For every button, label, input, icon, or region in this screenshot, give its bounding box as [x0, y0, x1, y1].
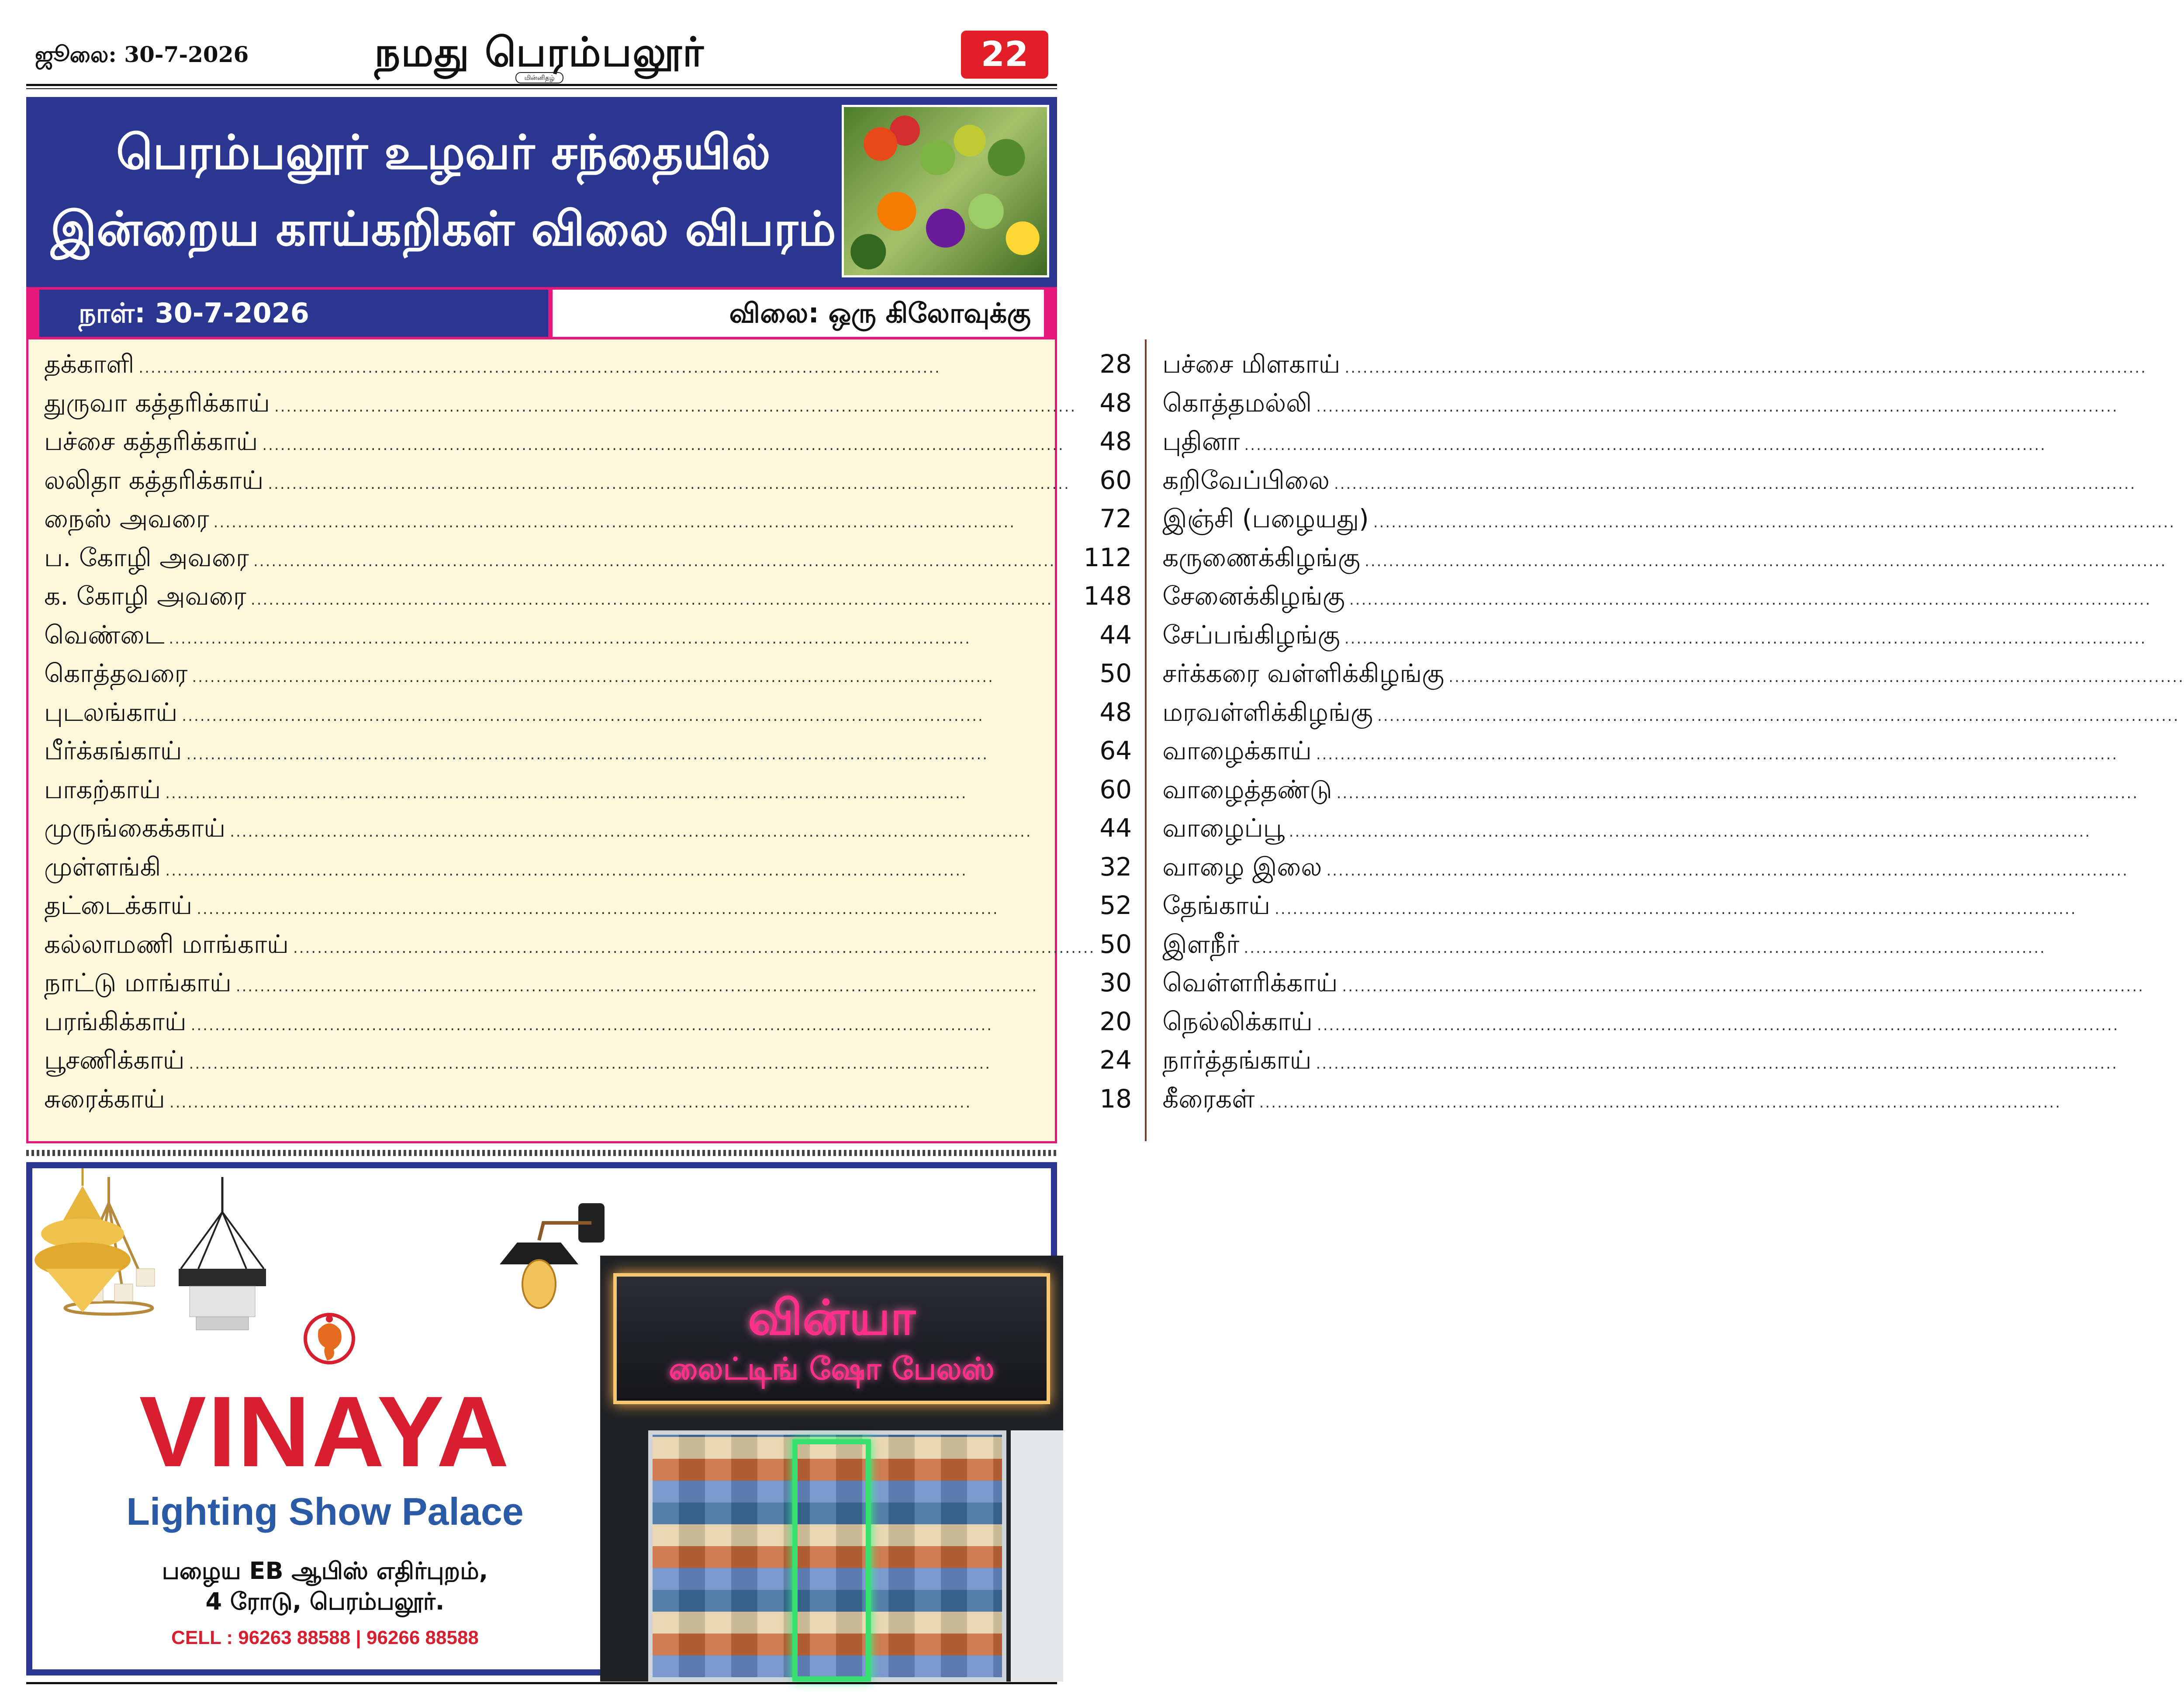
- vegetable-name: நைஸ் அவரை: [44, 504, 209, 533]
- price-row: [1162, 968, 2184, 1007]
- dot-leader: [169, 1094, 1095, 1111]
- price-row: [1162, 1045, 2184, 1084]
- price-row: [44, 890, 1132, 929]
- price-row: [44, 581, 1132, 620]
- price-row: [1162, 736, 2184, 775]
- vegetable-price: 44: [1099, 620, 1132, 650]
- price-unit: விலை: ஒரு கிலோவுக்கு: [553, 290, 1044, 337]
- dot-leader: [1345, 359, 2184, 377]
- price-row: [44, 465, 1132, 504]
- price-row: [44, 813, 1132, 852]
- dot-leader: [1334, 475, 2184, 493]
- vegetable-price: 50: [1099, 929, 1132, 959]
- vegetable-price: 48: [1099, 388, 1132, 418]
- vegetable-name: வெண்டை: [44, 620, 165, 650]
- storefront-photo: [600, 1256, 1063, 1682]
- page-number-badge: 22: [961, 31, 1048, 79]
- dot-leader: [1317, 1017, 2184, 1034]
- price-row: [44, 1045, 1132, 1084]
- vegetable-name: பாகற்காய்: [44, 774, 161, 804]
- price-row: [44, 388, 1132, 427]
- price-row: [44, 620, 1132, 659]
- date-strip: [26, 287, 1057, 339]
- price-row: [1162, 1007, 2184, 1045]
- vegetable-price: 18: [1099, 1083, 1132, 1114]
- price-row: [44, 349, 1132, 388]
- dot-leader: [182, 707, 1095, 725]
- sign-line-1: வின்யா: [748, 1290, 916, 1346]
- dot-leader: [187, 746, 1095, 763]
- vegetable-name: பூசணிக்காய்: [44, 1045, 185, 1075]
- vegetable-price: 20: [1099, 1006, 1132, 1036]
- price-row: [44, 968, 1132, 1007]
- dot-leader: [268, 475, 1095, 493]
- price-row: [1162, 890, 2184, 929]
- vegetable-name: நெல்லிக்காய்: [1162, 1006, 1313, 1036]
- dot-leader: [1337, 785, 2184, 802]
- price-row: [44, 697, 1132, 736]
- vegetable-name: சுரைக்காய்: [44, 1083, 165, 1114]
- vegetable-name: மரவள்ளிக்கிழங்கு: [1162, 697, 1373, 727]
- vegetables-photo: [842, 105, 1049, 277]
- price-row: [1162, 929, 2184, 968]
- shop-signboard: [613, 1273, 1050, 1404]
- vegetable-price: 112: [1083, 542, 1132, 572]
- dot-leader: [1377, 707, 2184, 725]
- dot-leader: [293, 939, 1095, 957]
- price-row: [1162, 658, 2184, 697]
- dot-leader: [1289, 823, 2184, 841]
- vegetable-price: 64: [1099, 736, 1132, 765]
- vegetable-name: புடலங்காய்: [44, 697, 178, 727]
- dot-leader: [165, 785, 1095, 802]
- dot-leader: [1326, 862, 2184, 879]
- dot-leader: [262, 436, 1095, 454]
- dot-leader: [251, 591, 1079, 609]
- vegetable-name: பீர்க்கங்காய்: [44, 736, 182, 765]
- address-line-1: பழைய EB ஆபிஸ் எதிர்புறம்,: [162, 1557, 488, 1585]
- gold-chandelier-icon: [32, 1168, 133, 1321]
- vegetable-name: துருவா கத்தரிக்காய்: [44, 388, 270, 418]
- vegetable-name: தட்டைக்காய்: [44, 890, 193, 920]
- dot-leader: [274, 398, 1095, 415]
- price-row: [1162, 388, 2184, 427]
- dot-leader: [1448, 668, 2184, 686]
- vegetable-price: 48: [1099, 426, 1132, 456]
- brand-name: VINAYA: [139, 1375, 511, 1488]
- vegetable-price: 60: [1099, 774, 1132, 804]
- price-row: [44, 1084, 1132, 1123]
- dot-leader: [236, 978, 1095, 995]
- vegetable-name: வெள்ளரிக்காய்: [1162, 968, 1338, 997]
- vegetable-price: 60: [1099, 465, 1132, 495]
- dot-leader: [189, 1055, 1095, 1073]
- vegetable-name: புதினா: [1162, 426, 1240, 456]
- vegetable-price: 30: [1099, 968, 1132, 997]
- price-row: [1162, 852, 2184, 891]
- advertisement: [26, 1162, 1057, 1675]
- wall-lamp-icon: [491, 1199, 609, 1312]
- vegetable-name: கொத்தவரை: [44, 658, 188, 688]
- vegetable-name: தக்காளி: [44, 349, 135, 379]
- vegetable-name: நார்த்தங்காய்: [1162, 1045, 1312, 1075]
- masthead-rule-thin: [26, 88, 1057, 89]
- footer-rule: [26, 1682, 1057, 1684]
- market-date: நாள்: 30-7-2026: [39, 290, 548, 337]
- brand-tagline: Lighting Show Palace: [126, 1490, 524, 1533]
- price-row: [1162, 697, 2184, 736]
- vegetable-name: பரங்கிக்காய்: [44, 1006, 187, 1036]
- price-row: [44, 658, 1132, 697]
- price-row: [44, 543, 1132, 582]
- address-line-2: 4 ரோடு, பெரம்பலூர்.: [205, 1588, 445, 1615]
- newspaper-subtitle: மின்னிதழ்: [515, 72, 563, 83]
- dot-leader: [1344, 630, 2184, 647]
- vegetable-price: 32: [1099, 852, 1132, 882]
- vegetable-name: வாழைத்தண்டு: [1162, 774, 1332, 804]
- dot-leader: [1244, 436, 2184, 454]
- headline: [39, 114, 847, 267]
- dot-leader: [165, 862, 1095, 879]
- dot-leader: [191, 1017, 1095, 1034]
- vegetable-name: கருணைக்கிழங்கு: [1162, 542, 1361, 572]
- price-row: [1162, 465, 2184, 504]
- price-row: [1162, 426, 2184, 465]
- masthead: [26, 17, 1057, 94]
- vegetable-price: 148: [1083, 581, 1132, 611]
- price-row: [1162, 620, 2184, 659]
- vegetable-price: 72: [1099, 504, 1132, 533]
- dot-leader: [1244, 939, 2184, 957]
- dot-leader: [169, 630, 1095, 647]
- vegetable-name: பச்சை மிளகாய்: [1162, 349, 1341, 379]
- vegetable-name: தேங்காய்: [1162, 890, 1271, 920]
- shop-side-wall: [1011, 1430, 1063, 1682]
- headline-line-2: இன்றைய காய்கறிகள் விலை விபரம்: [50, 202, 836, 256]
- vegetable-name: கறிவேப்பிலை: [1162, 465, 1330, 495]
- vegetable-name: இளநீர்: [1162, 929, 1240, 959]
- vegetable-price: 44: [1099, 813, 1132, 843]
- price-row: [44, 736, 1132, 775]
- price-table: [26, 339, 1444, 1143]
- dot-leader: [1259, 1094, 2184, 1111]
- crystal-chandelier-icon: [172, 1177, 273, 1334]
- vegetable-name: நாட்டு மாங்காய்: [44, 968, 232, 997]
- vegetable-price: 28: [1099, 349, 1132, 379]
- vegetable-name: லலிதா கத்தரிக்காய்: [44, 465, 264, 495]
- price-row: [44, 426, 1132, 465]
- vegetable-name: முள்ளங்கி: [44, 852, 161, 882]
- headline-line-1: பெரம்பலூர் உழவர் சந்தையில்: [116, 125, 771, 180]
- dot-leader: [214, 514, 1095, 531]
- dot-leader: [253, 553, 1079, 570]
- price-row: [1162, 813, 2184, 852]
- dot-leader: [192, 668, 1095, 686]
- masthead-rule: [26, 84, 1057, 86]
- dot-leader: [1349, 591, 2184, 609]
- section-divider: [26, 1150, 1057, 1156]
- phone-numbers: CELL : 96263 88588 | 96266 88588: [171, 1627, 479, 1648]
- vegetable-name: க. கோழி அவரை: [44, 581, 246, 611]
- dot-leader: [230, 823, 1095, 841]
- dot-leader: [1316, 746, 2184, 763]
- vegetable-name: பச்சை கத்தரிக்காய்: [44, 426, 258, 456]
- vegetable-name: சர்க்கரை வள்ளிக்கிழங்கு: [1162, 658, 1444, 688]
- vegetable-name: முருங்கைக்காய்: [44, 813, 226, 843]
- vegetable-name: கல்லாமணி மாங்காய்: [44, 929, 289, 959]
- price-row: [1162, 581, 2184, 620]
- price-row: [44, 1007, 1132, 1045]
- price-row: [44, 775, 1132, 813]
- vegetable-name: கொத்தமல்லி: [1162, 388, 1312, 418]
- price-row: [1162, 349, 2184, 388]
- vegetable-price: 48: [1099, 697, 1132, 727]
- vegetable-name: சேப்பங்கிழங்கு: [1162, 620, 1340, 650]
- price-column-1: [28, 339, 1145, 1141]
- ganesha-icon: [303, 1308, 356, 1369]
- price-row: [1162, 1084, 2184, 1123]
- dot-leader: [1275, 900, 2184, 918]
- shop-door: [792, 1439, 871, 1682]
- price-row: [44, 929, 1132, 968]
- issue-date: ஜூலை: 30-7-2026: [35, 42, 249, 67]
- vegetable-name: கீரைகள்: [1162, 1083, 1255, 1114]
- price-row: [44, 852, 1132, 891]
- dot-leader: [1365, 553, 2184, 570]
- headline-banner: [26, 97, 1057, 287]
- dot-leader: [197, 900, 1095, 918]
- dot-leader: [1316, 398, 2184, 415]
- dot-leader: [1373, 514, 2184, 531]
- price-row: [1162, 775, 2184, 813]
- vegetable-price: 50: [1099, 658, 1132, 688]
- dot-leader: [138, 359, 1095, 377]
- sign-line-2: லைட்டிங் ஷோ பேலஸ்: [669, 1351, 995, 1387]
- price-row: [1162, 504, 2184, 543]
- vegetable-name: வாழை இலை: [1162, 852, 1322, 882]
- vegetable-price: 52: [1099, 890, 1132, 920]
- dot-leader: [1316, 1055, 2184, 1073]
- dot-leader: [1342, 978, 2184, 995]
- vegetable-name: வாழைப்பூ: [1162, 813, 1285, 843]
- vegetable-price: 24: [1099, 1045, 1132, 1075]
- price-row: [44, 504, 1132, 543]
- newspaper-title: நமது பெரம்பலூர்: [374, 28, 705, 76]
- vegetable-name: வாழைக்காய்: [1162, 736, 1312, 765]
- price-column-2: [1145, 339, 2184, 1141]
- vegetable-name: இஞ்சி (பழையது): [1162, 504, 1369, 533]
- vegetable-name: ப. கோழி அவரை: [44, 542, 249, 572]
- vegetable-name: சேனைக்கிழங்கு: [1162, 581, 1345, 611]
- price-row: [1162, 543, 2184, 582]
